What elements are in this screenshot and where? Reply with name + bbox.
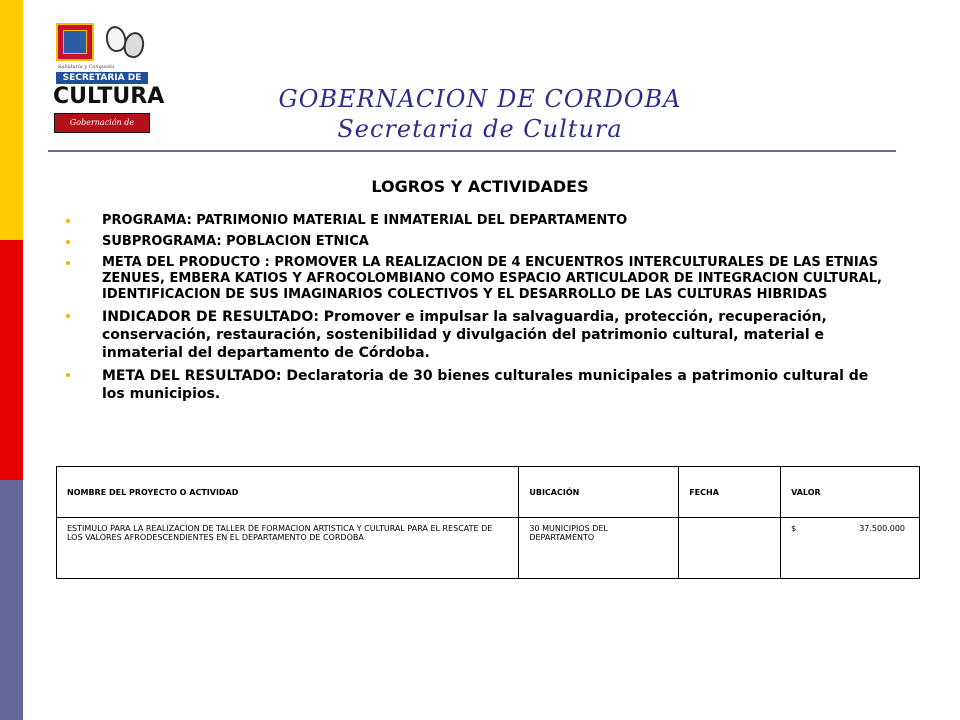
logo-secretaria-text: SECRETARIA DE: [56, 72, 148, 84]
header-divider: [48, 150, 896, 152]
bullet-icon: [66, 219, 70, 223]
list-item: [64, 308, 884, 362]
list-item: [64, 367, 884, 403]
cell-valor: [781, 518, 920, 579]
cell-ubicacion: 30 MUNICIPIOS DEL DEPARTAMENTO: [519, 518, 679, 579]
list-item-text: INDICADOR DE RESULTADO: Promover e impulsar la salvaguardia, protección, recuperación, conservación, restauración, sostenibilidad y divulgación del patrimonio cultural, material e inmaterial del departamento de Córdoba.: [102, 309, 827, 361]
page-header: [200, 84, 760, 144]
bullet-icon: [66, 261, 70, 265]
theater-masks-icon: [104, 22, 150, 68]
list-item-text: META DEL PRODUCTO : PROMOVER LA REALIZACION DE 4 ENCUENTROS INTERCULTURALES DE LAS ETNIAS ZENUES, EMBERA KATIOS Y AFROCOLOMBIANO COMO ESPACIO ARTICULADOR DE INTEGRACION CULTURAL, IDENTIFICACION DE SUS IMAGINARIOS COLECTIVOS Y EL DESARROLLO DE LAS CULTURAS HIBRIDAS: [102, 255, 882, 302]
logo-cultura-text: CULTURA: [53, 84, 165, 109]
column-header-fecha: FECHA: [679, 467, 781, 518]
list-item: [64, 234, 884, 250]
section-title: LOGROS Y ACTIVIDADES: [371, 177, 589, 196]
list-item-text: SUBPROGRAMA: POBLACION ETNICA: [102, 234, 369, 249]
cell-nombre: ESTIMULO PARA LA REALIZACION DE TALLER DE FORMACION ARTISTICA Y CULTURAL PARA EL RESCATE DE LOS VALORES AFRODESCENDIENTES EN EL DEPARTAMENTO DE CORDOBA: [57, 518, 519, 579]
header-subtitle: Secretaria de Cultura: [337, 115, 623, 143]
logo-gobernacion-badge: Gobernación de Córdoba: [54, 113, 150, 133]
valor-currency: $: [791, 524, 797, 533]
crest-icon: [56, 23, 94, 61]
bullet-icon: [66, 314, 70, 318]
secretaria-cultura-logo: [52, 20, 165, 145]
logo-tagline: Sabiduría y Conquista: [58, 64, 115, 70]
accent-bar-red: [0, 240, 23, 480]
header-title: GOBERNACION DE CORDOBA: [278, 85, 682, 113]
accent-bar-yellow: [0, 0, 23, 240]
list-item-text: META DEL RESULTADO: Declaratoria de 30 bienes culturales municipales a patrimonio cultural de los municipios.: [102, 368, 869, 402]
column-header-ubicacion: UBICACIÓN: [519, 467, 679, 518]
column-header-valor: VALOR: [781, 467, 920, 518]
cell-fecha: [679, 518, 781, 579]
bullet-icon: [66, 240, 70, 244]
projects-table: [56, 466, 920, 579]
column-header-nombre: NOMBRE DEL PROYECTO O ACTIVIDAD: [57, 467, 519, 518]
table-row: [57, 518, 920, 579]
table-header-row: [57, 467, 920, 518]
accent-bar-blue: [0, 480, 23, 720]
bullet-icon: [66, 373, 70, 377]
valor-amount: 37.500.000: [859, 524, 905, 533]
bullet-list: [64, 213, 884, 408]
list-item: [64, 213, 884, 229]
list-item: [64, 255, 884, 303]
list-item-text: PROGRAMA: PATRIMONIO MATERIAL E INMATERIAL DEL DEPARTAMENTO: [102, 213, 628, 228]
